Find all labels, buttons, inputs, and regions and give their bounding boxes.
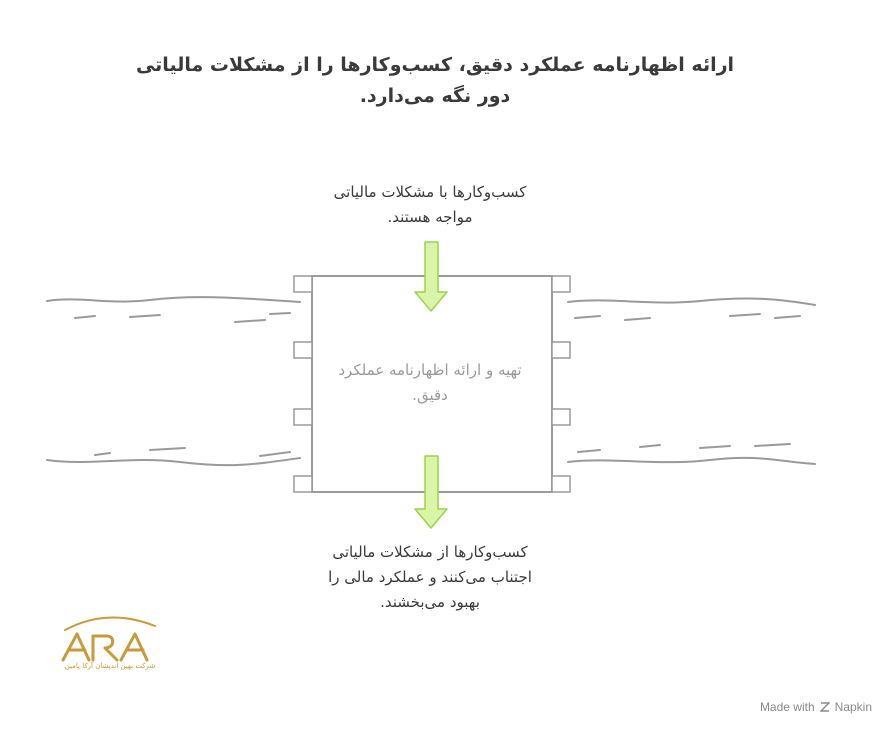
company-logo xyxy=(55,612,165,682)
diagram-title: ارائه اظهارنامه عملکرد دقیق، کسب‌وکارها را از مشکلات مالیاتی دور نگه می‌دارد. xyxy=(135,54,735,107)
river-left-bottom-bank xyxy=(47,458,300,465)
river-right-top-bank xyxy=(568,298,815,305)
bridge-posts-left xyxy=(294,276,312,492)
river-left-top-bank xyxy=(47,297,300,302)
napkin-brand: Napkin xyxy=(834,700,872,714)
logo-caption: شرکت بهین اندیشان آرکا پامین xyxy=(64,662,156,670)
river-left xyxy=(47,297,300,465)
river-right-bottom-dash xyxy=(578,444,790,452)
output-label: کسب‌وکارها از مشکلات مالیاتی اجتناب می‌کنند و عملکرد مالی را بهبود می‌بخشند. xyxy=(328,543,532,611)
river-right-top-dash xyxy=(575,314,800,320)
river-left-bottom-dash xyxy=(95,448,290,456)
bridge-posts-right xyxy=(552,276,570,492)
input-label: کسب‌وکارها با مشکلات مالیاتی مواجه هستند. xyxy=(333,183,527,226)
river-left-top-dash xyxy=(75,313,290,322)
river-right xyxy=(568,298,815,464)
napkin-icon xyxy=(820,702,830,712)
made-with-text: Made with xyxy=(759,700,815,714)
process-label: تهیه و ارائه اظهارنامه عملکرد دقیق. xyxy=(338,361,522,404)
made-with-napkin[interactable] xyxy=(760,700,872,714)
river-right-bottom-bank xyxy=(568,458,815,464)
